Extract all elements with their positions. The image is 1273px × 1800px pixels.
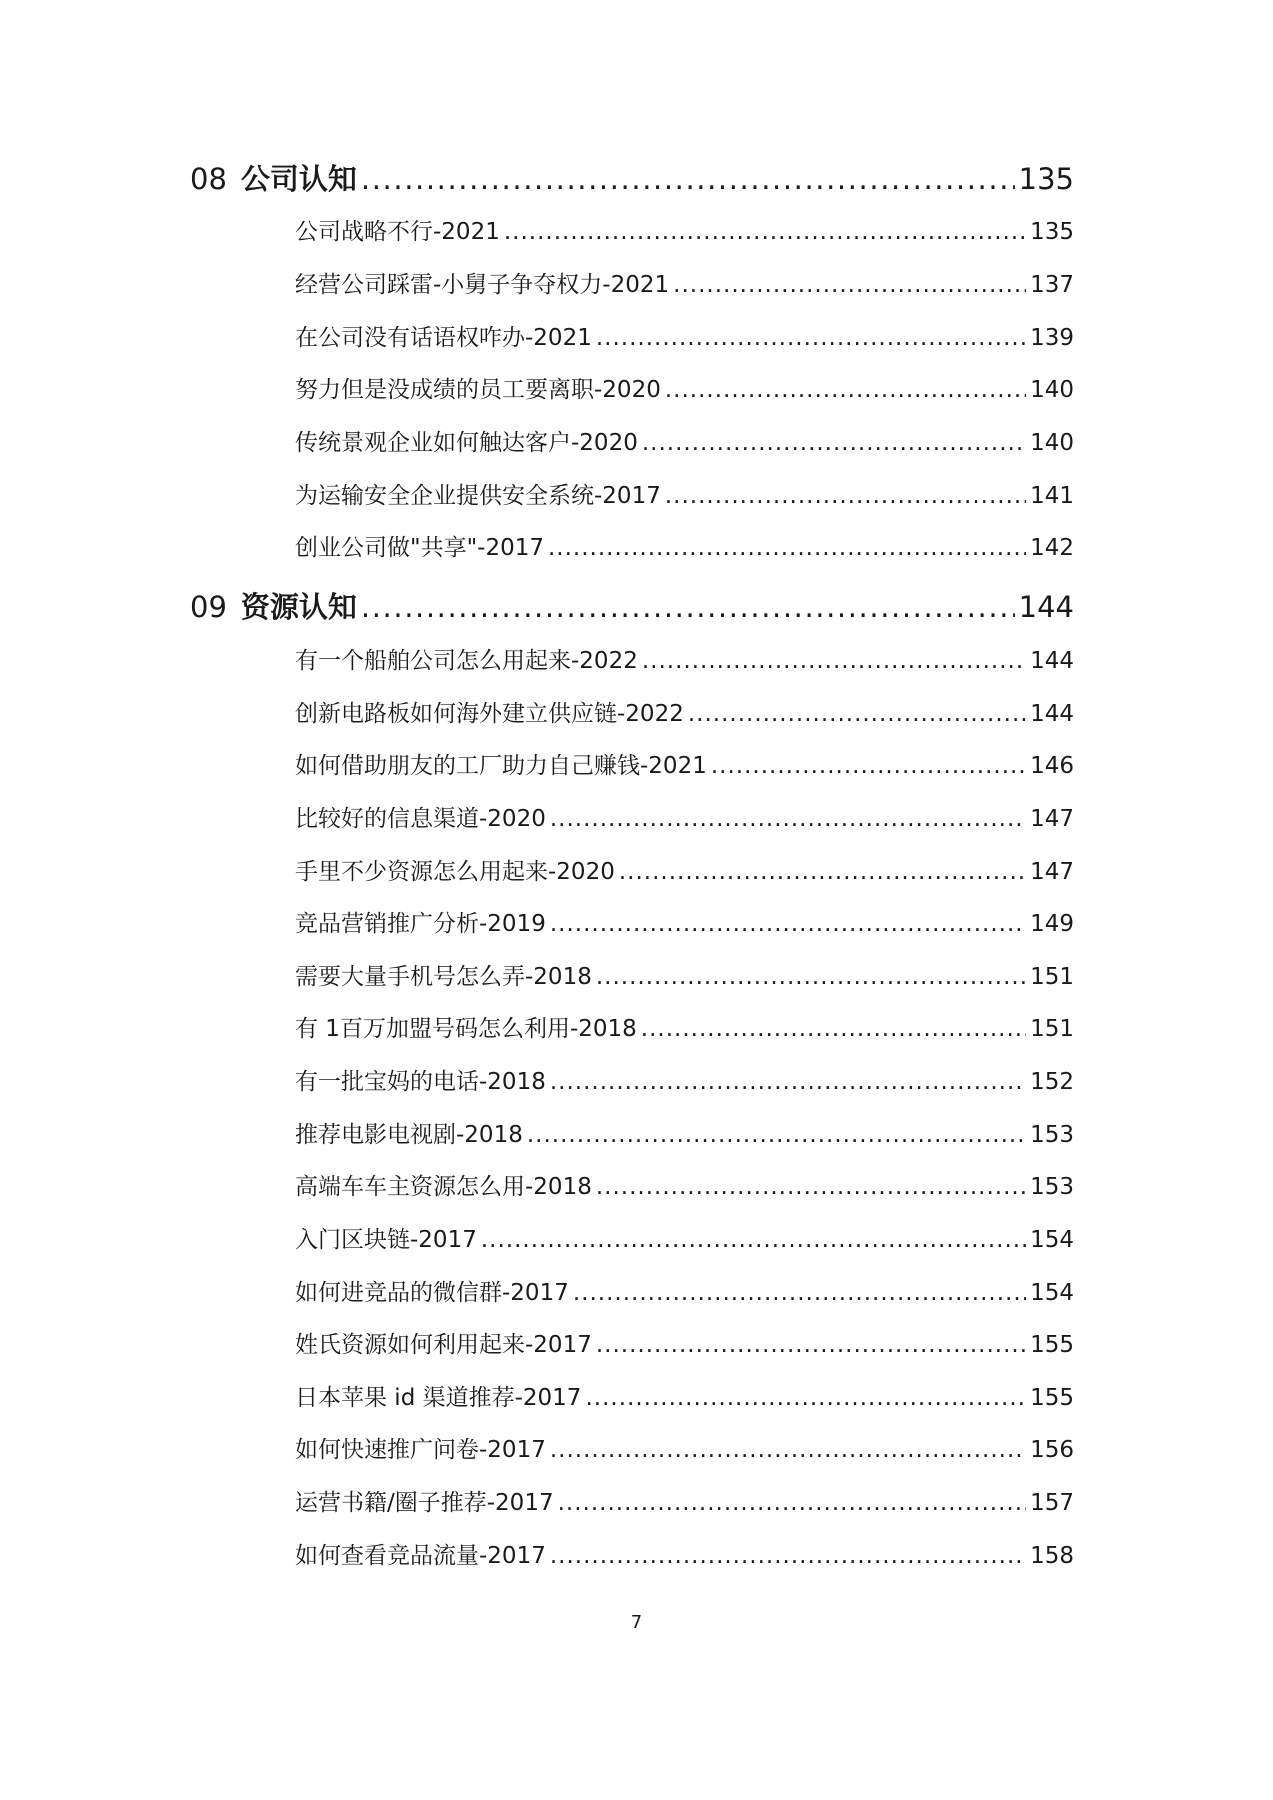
dot-leader bbox=[642, 648, 1026, 674]
toc-entry[interactable] bbox=[295, 1274, 1074, 1306]
toc-entry[interactable] bbox=[295, 424, 1074, 456]
dot-leader bbox=[573, 1280, 1026, 1306]
entry-title: 手里不少资源怎么用起来-2020 bbox=[295, 859, 615, 885]
entry-title: 如何借助朋友的工厂助力自己赚钱-2021 bbox=[295, 753, 707, 779]
entry-page: 155 bbox=[1030, 1385, 1074, 1411]
dot-leader bbox=[641, 1016, 1026, 1042]
dot-leader bbox=[481, 1227, 1026, 1253]
dot-leader bbox=[688, 701, 1026, 727]
toc-entry[interactable] bbox=[295, 1379, 1074, 1411]
dot-leader bbox=[619, 859, 1026, 885]
dot-leader bbox=[711, 753, 1026, 779]
toc-entry[interactable] bbox=[295, 1063, 1074, 1095]
toc-entry[interactable] bbox=[295, 529, 1074, 561]
toc-entry[interactable] bbox=[295, 371, 1074, 403]
entry-page: 154 bbox=[1030, 1227, 1074, 1253]
toc-entry[interactable] bbox=[295, 1168, 1074, 1200]
toc-entry[interactable] bbox=[295, 266, 1074, 298]
entry-page: 144 bbox=[1030, 701, 1074, 727]
entry-title: 比较好的信息渠道-2020 bbox=[295, 806, 546, 832]
dot-leader bbox=[550, 1437, 1026, 1463]
entry-page: 158 bbox=[1030, 1543, 1074, 1569]
toc-entry[interactable] bbox=[295, 1484, 1074, 1516]
toc-entry[interactable] bbox=[295, 1116, 1074, 1148]
section-title: 资源认知 bbox=[240, 590, 357, 624]
entry-page: 151 bbox=[1030, 964, 1074, 990]
dot-leader bbox=[548, 535, 1026, 561]
entry-title: 创业公司做"共享"-2017 bbox=[295, 535, 544, 561]
entry-title: 运营书籍/圈子推荐-2017 bbox=[295, 1490, 554, 1516]
entry-page: 154 bbox=[1030, 1280, 1074, 1306]
toc-entry[interactable] bbox=[295, 905, 1074, 937]
entry-page: 153 bbox=[1030, 1174, 1074, 1200]
dot-leader bbox=[596, 325, 1026, 351]
entry-title: 日本苹果 id 渠道推荐-2017 bbox=[295, 1385, 582, 1411]
dot-leader bbox=[585, 1385, 1026, 1411]
entry-page: 147 bbox=[1030, 806, 1074, 832]
entry-page: 141 bbox=[1030, 483, 1074, 509]
toc-entry[interactable] bbox=[295, 213, 1074, 245]
entry-title: 推荐电影电视剧-2018 bbox=[295, 1122, 523, 1148]
entry-page: 137 bbox=[1030, 272, 1074, 298]
dot-leader bbox=[596, 964, 1026, 990]
entry-page: 155 bbox=[1030, 1332, 1074, 1358]
dot-leader bbox=[550, 1543, 1026, 1569]
toc-entry[interactable] bbox=[295, 1010, 1074, 1042]
toc-entry[interactable] bbox=[295, 319, 1074, 351]
entry-page: 135 bbox=[1030, 219, 1074, 245]
dot-leader bbox=[550, 806, 1026, 832]
entry-page: 156 bbox=[1030, 1437, 1074, 1463]
toc-entry[interactable] bbox=[295, 1431, 1074, 1463]
entry-page: 152 bbox=[1030, 1069, 1074, 1095]
entry-page: 157 bbox=[1030, 1490, 1074, 1516]
toc-entry[interactable] bbox=[295, 958, 1074, 990]
entry-title: 经营公司踩雷-小舅子争夺权力-2021 bbox=[295, 272, 670, 298]
dot-leader bbox=[596, 1174, 1026, 1200]
entry-title: 入门区块链-2017 bbox=[295, 1227, 477, 1253]
dot-leader bbox=[642, 430, 1026, 456]
entry-title: 高端车车主资源怎么用-2018 bbox=[295, 1174, 592, 1200]
entry-title: 有一个船舶公司怎么用起来-2022 bbox=[295, 648, 638, 674]
entry-page: 144 bbox=[1030, 648, 1074, 674]
entry-title: 有 1百万加盟号码怎么利用-2018 bbox=[295, 1016, 637, 1042]
entry-page: 140 bbox=[1030, 430, 1074, 456]
section-number: 08 bbox=[190, 162, 227, 196]
toc-section-09[interactable] bbox=[190, 585, 1074, 625]
dot-leader bbox=[550, 911, 1026, 937]
toc-section-08[interactable] bbox=[190, 157, 1074, 197]
section-title: 公司认知 bbox=[240, 162, 357, 196]
entry-title: 竞品营销推广分析-2019 bbox=[295, 911, 546, 937]
toc-entry[interactable] bbox=[295, 1221, 1074, 1253]
section-page: 144 bbox=[1018, 590, 1074, 624]
entry-title: 需要大量手机号怎么弄-2018 bbox=[295, 964, 592, 990]
entry-page: 147 bbox=[1030, 859, 1074, 885]
dot-leader bbox=[527, 1122, 1026, 1148]
entry-title: 为运输安全企业提供安全系统-2017 bbox=[295, 483, 661, 509]
toc-entry[interactable] bbox=[295, 747, 1074, 779]
dot-leader bbox=[361, 590, 1015, 624]
toc-entry[interactable] bbox=[295, 477, 1074, 509]
toc-entry[interactable] bbox=[295, 1326, 1074, 1358]
dot-leader bbox=[550, 1069, 1026, 1095]
toc-entry[interactable] bbox=[295, 1537, 1074, 1569]
entry-page: 139 bbox=[1030, 325, 1074, 351]
section-number: 09 bbox=[190, 590, 227, 624]
toc-entry[interactable] bbox=[295, 853, 1074, 885]
dot-leader bbox=[596, 1332, 1026, 1358]
entry-title: 创新电路板如何海外建立供应链-2022 bbox=[295, 701, 684, 727]
entry-title: 在公司没有话语权咋办-2021 bbox=[295, 325, 592, 351]
dot-leader bbox=[558, 1490, 1027, 1516]
toc-entry[interactable] bbox=[295, 800, 1074, 832]
toc-entry[interactable] bbox=[295, 695, 1074, 727]
entry-title: 如何进竞品的微信群-2017 bbox=[295, 1280, 569, 1306]
toc-entry[interactable] bbox=[295, 642, 1074, 674]
entry-page: 149 bbox=[1030, 911, 1074, 937]
entry-title: 姓氏资源如何利用起来-2017 bbox=[295, 1332, 592, 1358]
entry-title: 如何查看竞品流量-2017 bbox=[295, 1543, 546, 1569]
entry-title: 有一批宝妈的电话-2018 bbox=[295, 1069, 546, 1095]
entry-title: 如何快速推广问卷-2017 bbox=[295, 1437, 546, 1463]
entry-title: 努力但是没成绩的员工要离职-2020 bbox=[295, 377, 661, 403]
section-page: 135 bbox=[1018, 162, 1074, 196]
dot-leader bbox=[361, 162, 1015, 196]
dot-leader bbox=[504, 219, 1026, 245]
entry-title: 公司战略不行-2021 bbox=[295, 219, 500, 245]
entry-page: 151 bbox=[1030, 1016, 1074, 1042]
dot-leader bbox=[665, 483, 1026, 509]
entry-page: 140 bbox=[1030, 377, 1074, 403]
dot-leader bbox=[665, 377, 1026, 403]
entry-page: 142 bbox=[1030, 535, 1074, 561]
entry-page: 153 bbox=[1030, 1122, 1074, 1148]
dot-leader bbox=[673, 272, 1026, 298]
entry-title: 传统景观企业如何触达客户-2020 bbox=[295, 430, 638, 456]
entry-page: 146 bbox=[1030, 753, 1074, 779]
page-number: 7 bbox=[630, 1612, 643, 1633]
